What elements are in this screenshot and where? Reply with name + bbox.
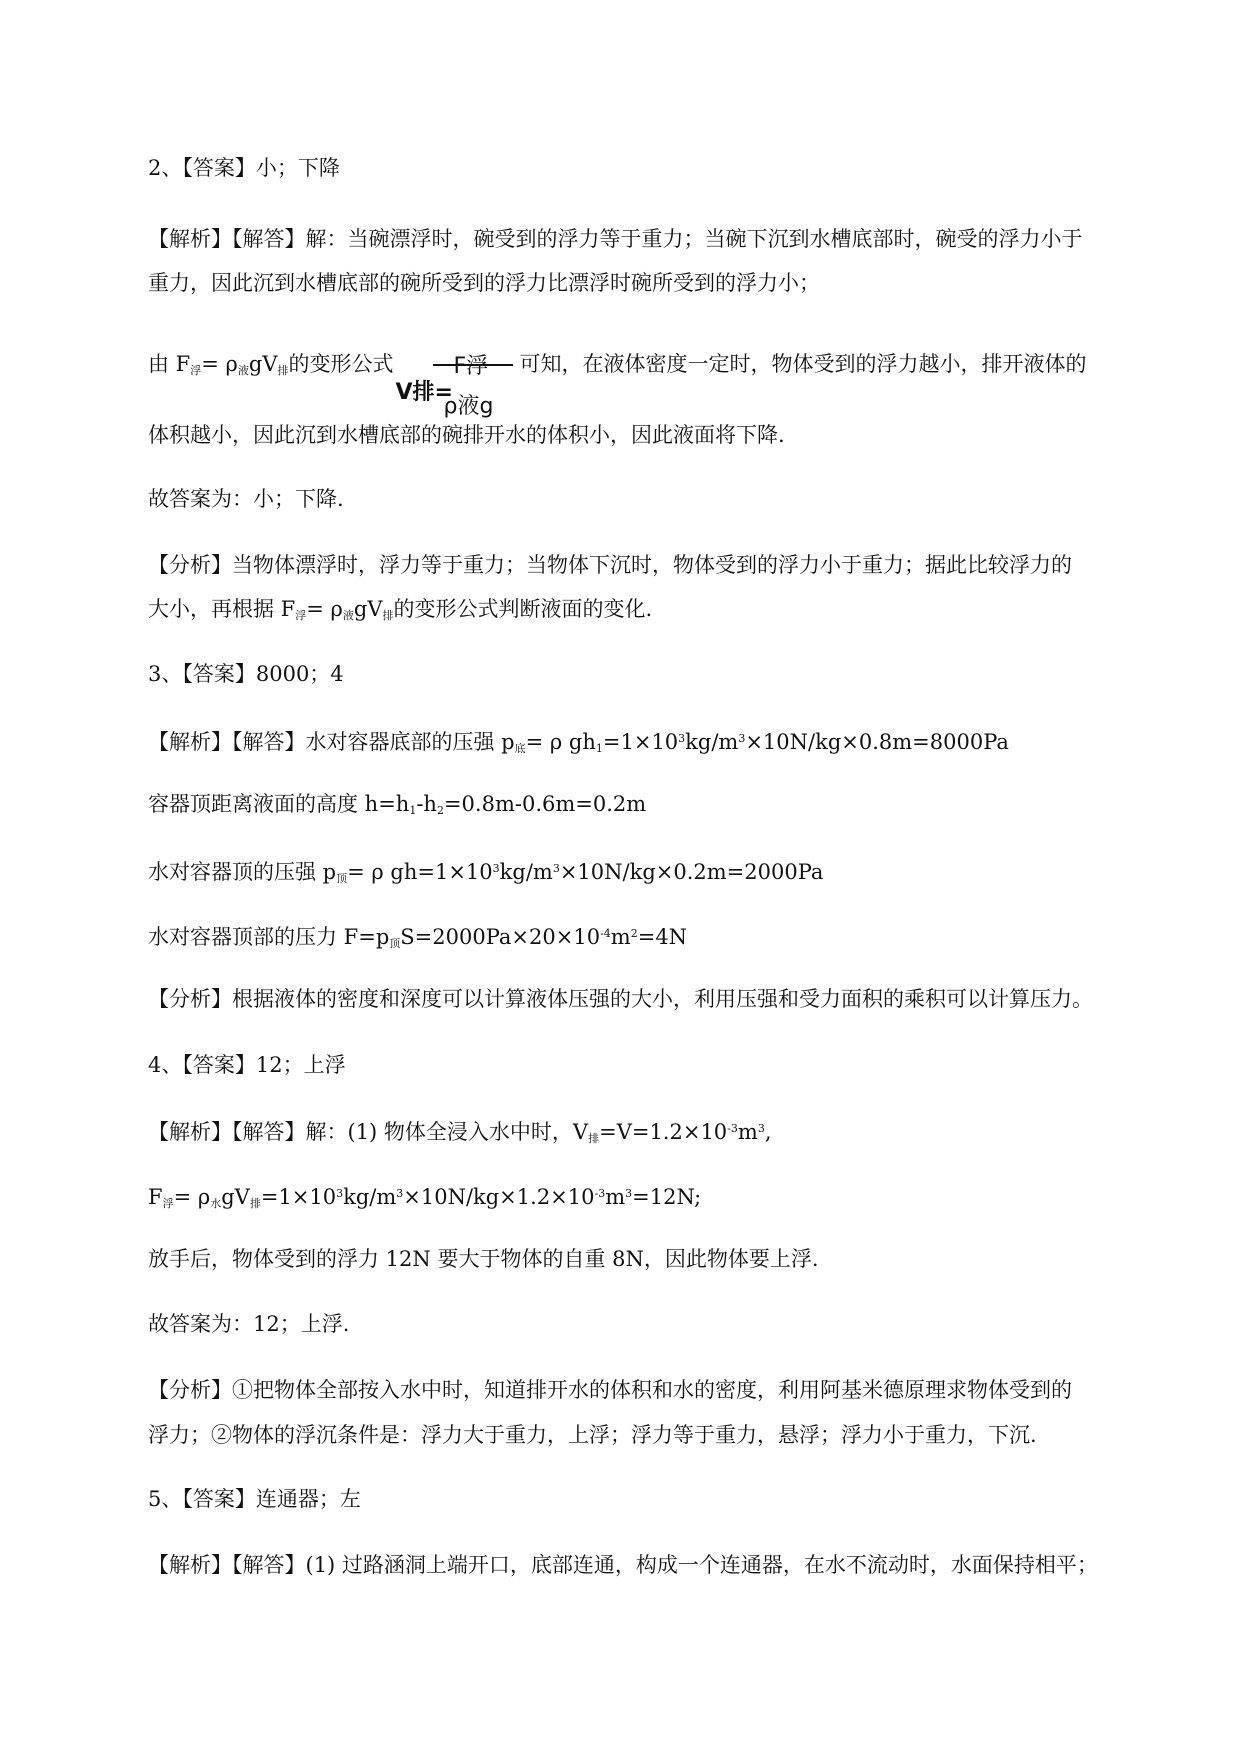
volume-fraction-formula: V排= F浮 ρ液g [395, 327, 517, 397]
q3-line-2: 容器顶距离液面的高度 $h=h_1-h_2=0.8m-0.6m=0.2m$ [148, 792, 647, 817]
q4-line-1: 【解析】【解答】解：(1) 物体全浸入水中时，$V_排=V=1.2\times 10^{-3}m^3$, [148, 1120, 772, 1145]
q2-formula-line: 由 $F_浮= \rho_液gV_排$的变形公式 V排= F浮 ρ液g 可知，在液体密度一定时，物体受到的浮力越小，排开液体的 [148, 324, 1158, 404]
q2-analysis-line-1: 【解析】【解答】解：当碗漂浮时，碗受到的浮力等于重力；当碗下沉到水槽底部时，碗受的浮力小于 [148, 227, 1083, 251]
q3-line-4: 水对容器顶部的压力 $F=p_顶S=2000Pa\times 20\times 10^{-4}m^2=4N$ [148, 925, 688, 950]
q2-fenxi-line-2: 大小，再根据 $F_浮= \rho_液gV_排$的变形公式判断液面的变化. [148, 597, 653, 622]
q3-line-3: 水对容器顶的压强 $p_顶= \rho$ $gh=1\times 10^3kg/m^3\times 10N/kg\times 0.2m=2000Pa$ [148, 860, 824, 885]
q4-fenxi-line-1: 【分析】①把物体全部按入水中时，知道排开水的体积和水的密度，利用阿基米德原理求物体受到的 [148, 1378, 1072, 1402]
q4-line-3: 放手后，物体受到的浮力 12N 要大于物体的自重 8N，因此物体要上浮. [148, 1247, 819, 1271]
q4-conclusion: 故答案为：12；上浮. [148, 1312, 350, 1336]
q2-fenxi-line-1: 【分析】当物体漂浮时，浮力等于重力；当物体下沉时，物体受到的浮力小于重力；据此比较浮力的 [148, 553, 1072, 577]
q4-answer: 4、【答案】12；上浮 [148, 1053, 346, 1077]
q2-analysis-line-4: 体积越小，因此沉到水槽底部的碗排开水的体积小，因此液面将下降. [148, 423, 785, 447]
q5-line-1: 【解析】【解答】(1) 过路涵洞上端开口，底部连通，构成一个连通器，在水不流动时，水面保持相平； [148, 1553, 1098, 1577]
q5-answer: 5、【答案】连通器；左 [148, 1487, 361, 1511]
q2-conclusion: 故答案为：小；下降. [148, 487, 344, 511]
q3-fenxi: 【分析】根据液体的密度和深度可以计算液体压强的大小，利用压强和受力面积的乘积可以计算压力。 [148, 987, 1093, 1011]
q2-answer: 2、【答案】小；下降 [148, 156, 340, 180]
q2-analysis-line-2: 重力，因此沉到水槽底部的碗所受到的浮力比漂浮时碗所受到的浮力小； [148, 271, 820, 295]
fraction-bar [433, 364, 513, 366]
q4-line-2: $F_浮= \rho_水gV_排=1\times 10^3kg/m^3\times 10N/kg\times 1.2\times 10^{-3}m^3=12N$; [148, 1185, 702, 1210]
q4-fenxi-line-2: 浮力；②物体的浮沉条件是：浮力大于重力，上浮；浮力等于重力，悬浮；浮力小于重力，下沉. [148, 1423, 1037, 1447]
q3-line-1: 【解析】【解答】水对容器底部的压强 $p_底= \rho$ $gh_1=1\times 10^3kg/m^3\times 10N/kg\times 0.8m=8000Pa$ [148, 730, 1009, 755]
q3-answer: 3、【答案】8000；4 [148, 662, 344, 686]
